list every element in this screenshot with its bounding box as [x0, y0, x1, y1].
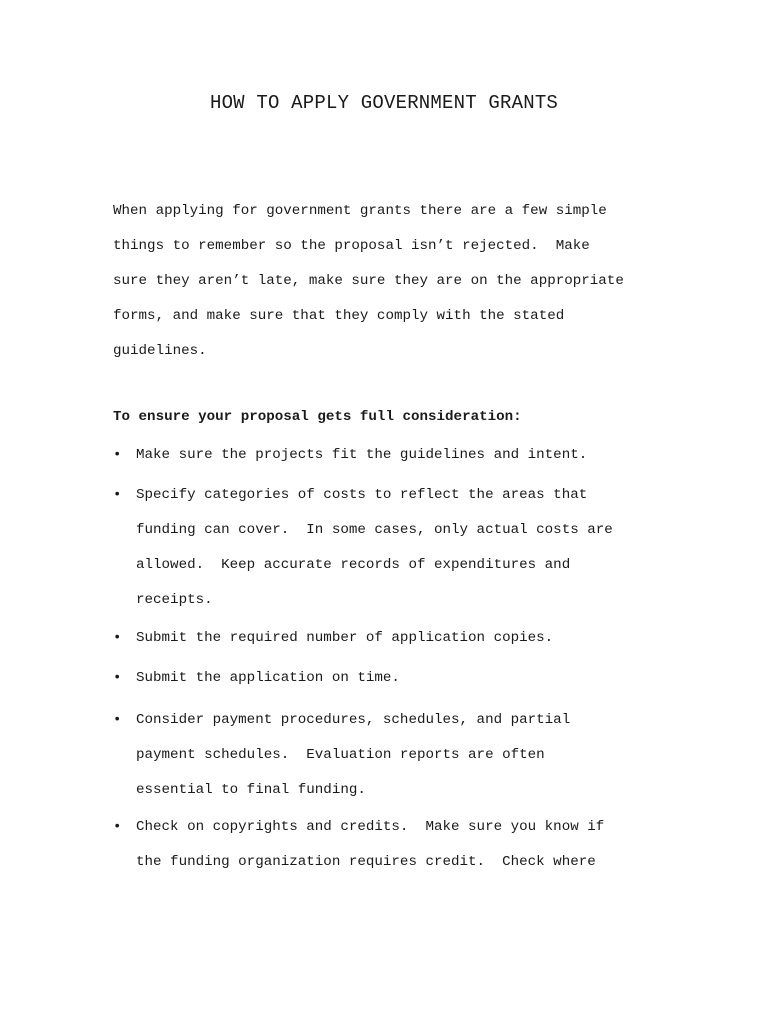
bullet-icon: • — [113, 630, 122, 646]
bullet-line: receipts. — [136, 592, 213, 608]
bullet-line: allowed. Keep accurate records of expenditures and — [136, 557, 571, 573]
intro-line: When applying for government grants there are a few simple — [113, 203, 607, 219]
bullet-line: the funding organization requires credit. Check where — [136, 854, 596, 870]
bullet-icon: • — [113, 670, 122, 686]
bullet-text — [136, 438, 666, 473]
bullet-line: Submit the application on time. — [136, 670, 400, 686]
bullet-line: Make sure the projects fit the guidelines and intent. — [136, 447, 588, 463]
bullet-text — [136, 661, 666, 696]
bullet-icon: • — [113, 712, 122, 728]
bullet-line: Specify categories of costs to reflect the areas that — [136, 487, 588, 503]
bullet-text — [136, 703, 666, 808]
bullet-text — [136, 621, 666, 656]
bullet-icon: • — [113, 487, 122, 503]
section-heading: To ensure your proposal gets full consideration: — [113, 409, 522, 425]
intro-line: forms, and make sure that they comply with the stated — [113, 308, 565, 324]
document-title: HOW TO APPLY GOVERNMENT GRANTS — [209, 92, 559, 114]
bullet-line: essential to final funding. — [136, 782, 366, 798]
intro-paragraph — [113, 194, 673, 369]
bullet-text — [136, 810, 666, 880]
bullet-icon: • — [113, 819, 122, 835]
intro-line: guidelines. — [113, 343, 207, 359]
bullet-line: funding can cover. In some cases, only actual costs are — [136, 522, 613, 538]
bullet-line: Check on copyrights and credits. Make sure you know if — [136, 819, 605, 835]
intro-line: things to remember so the proposal isn’t rejected. Make — [113, 238, 590, 254]
bullet-line: Submit the required number of application copies. — [136, 630, 554, 646]
intro-line: sure they aren’t late, make sure they are on the appropriate — [113, 273, 624, 289]
bullet-icon: • — [113, 447, 122, 463]
bullet-line: payment schedules. Evaluation reports are often — [136, 747, 545, 763]
bullet-text — [136, 478, 666, 618]
bullet-line: Consider payment procedures, schedules, and partial — [136, 712, 571, 728]
